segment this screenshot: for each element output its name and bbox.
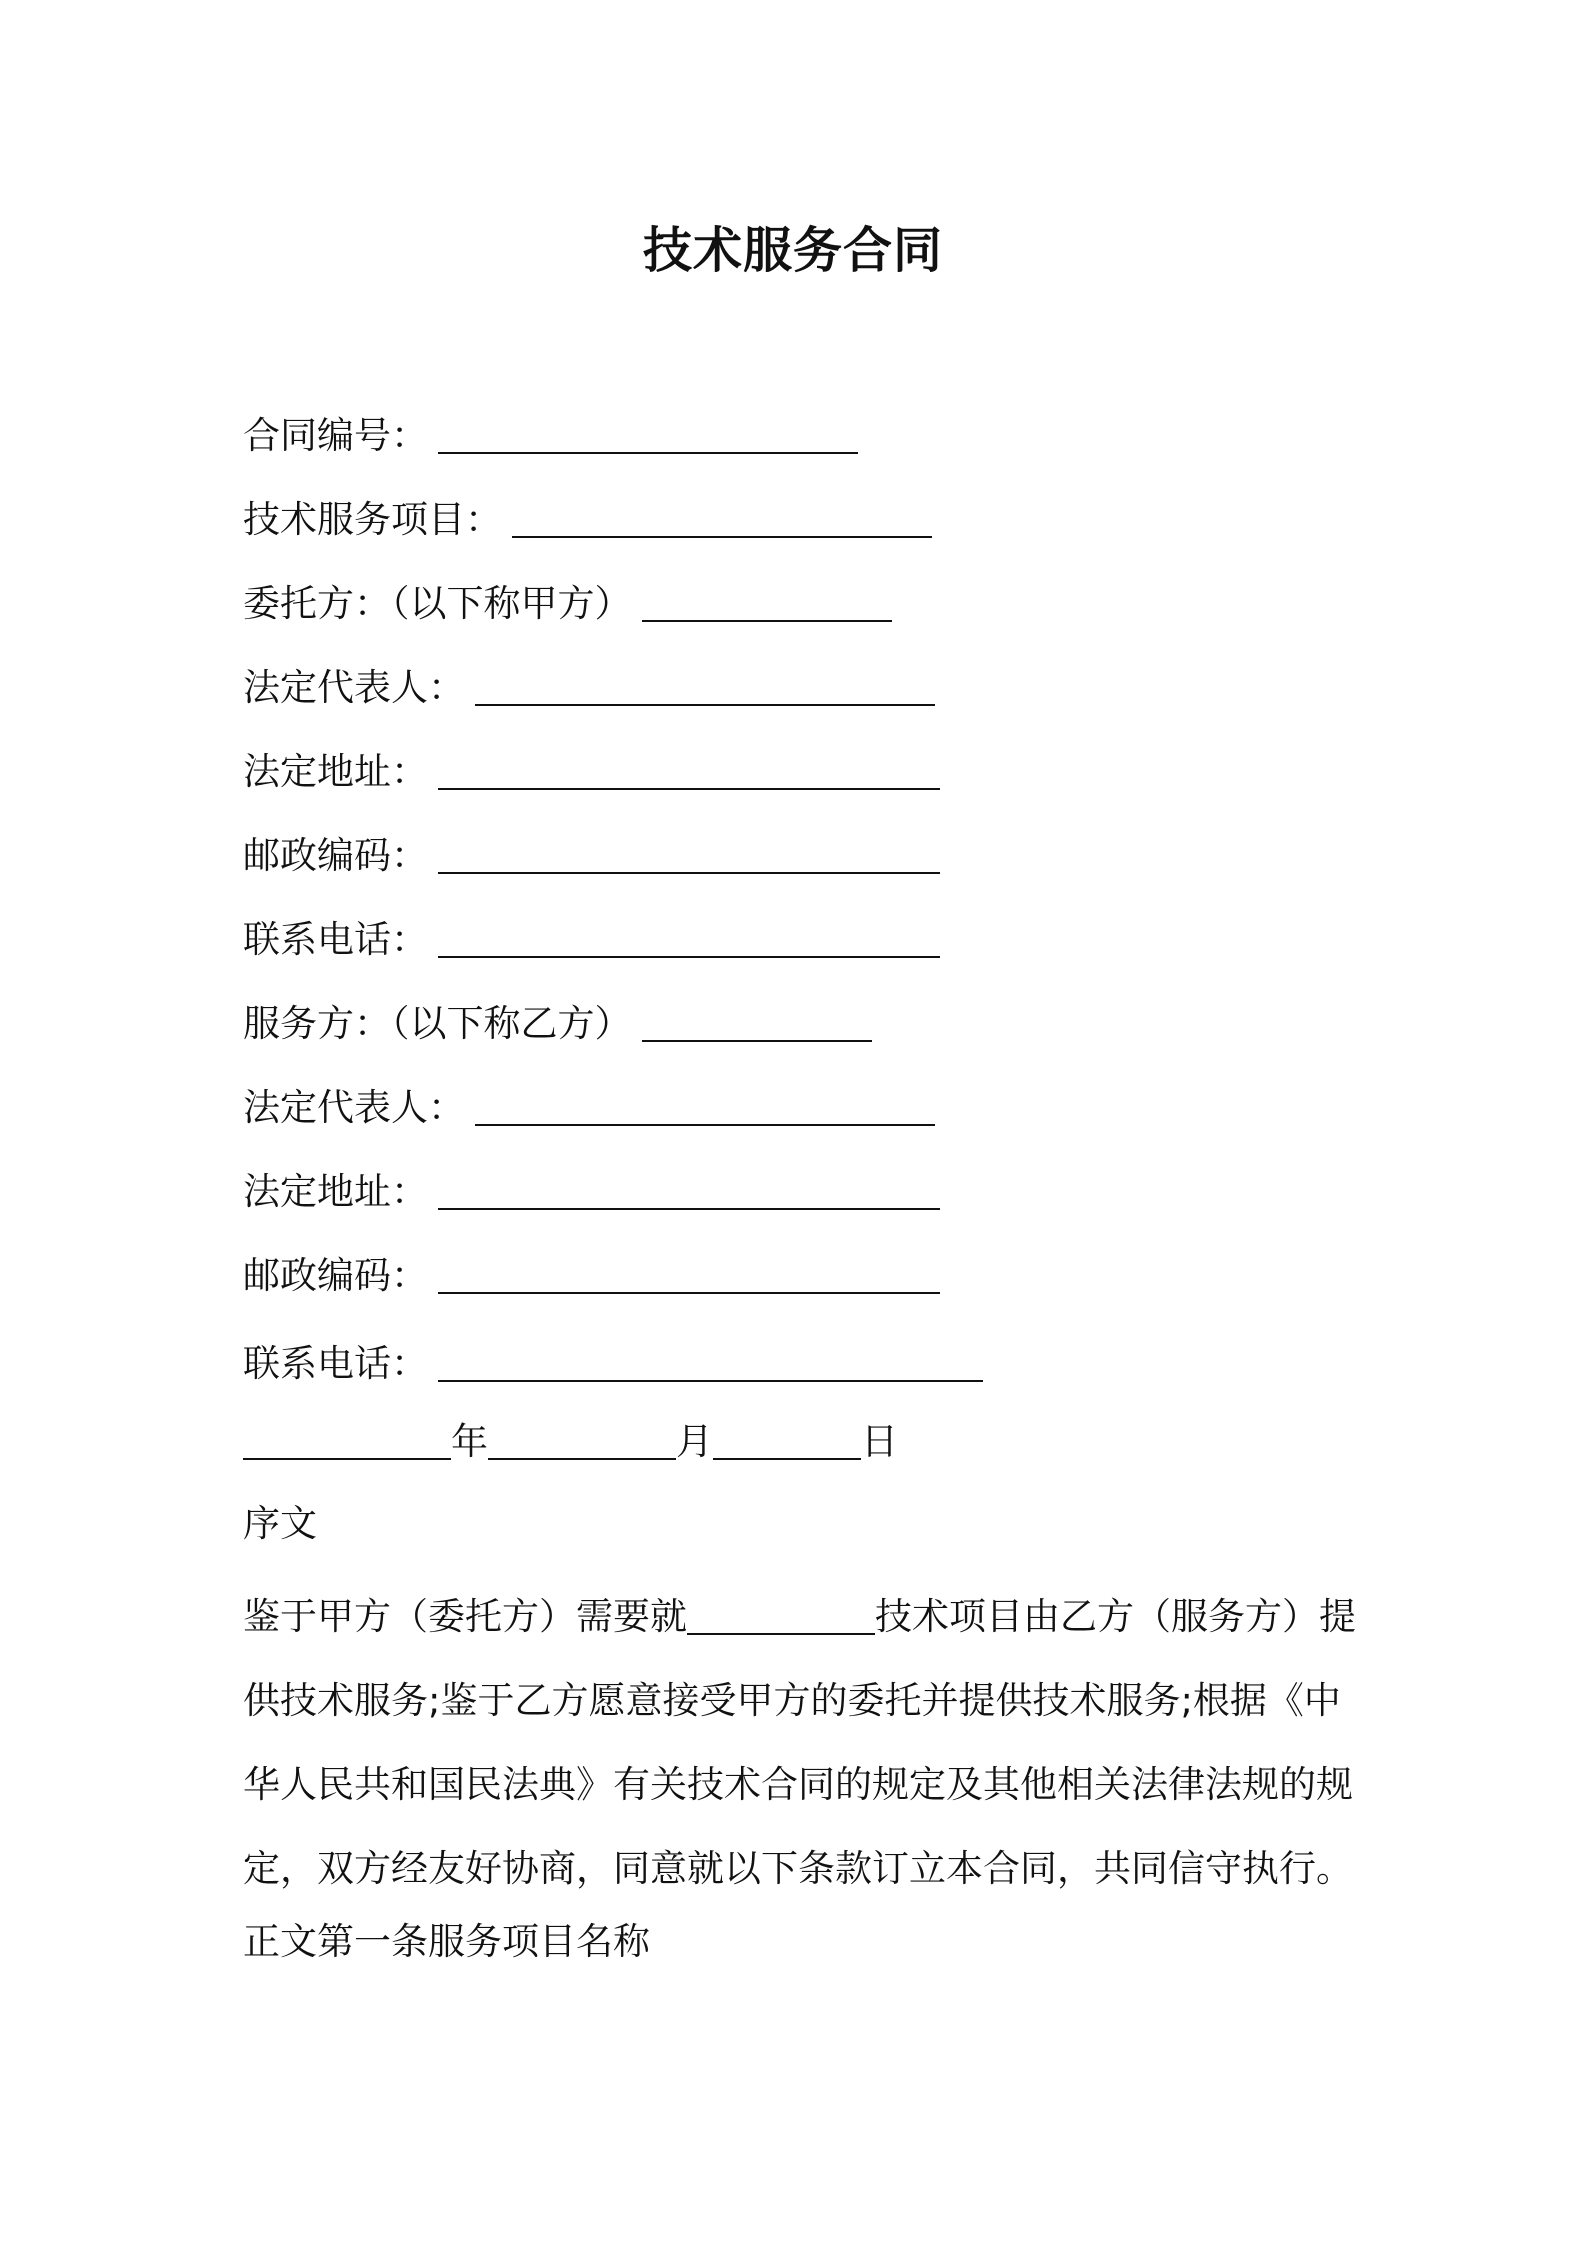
provider-postcode-line [243,1254,940,1298]
client-address-line [243,750,940,794]
preface-heading: 序文 [243,1502,317,1545]
client-phone-label: 联系电话： [243,918,428,961]
client-postcode-line [243,834,940,878]
provider-phone-line [243,1342,983,1386]
project-line [243,498,932,542]
client-phone-line [243,918,940,962]
year-blank[interactable] [243,1428,451,1460]
contract-number-blank[interactable] [438,422,858,454]
provider-address-label: 法定地址： [243,1170,428,1213]
article-1-heading: 正文第一条服务项目名称 [243,1920,650,1963]
contract-number-line [243,414,858,458]
provider-postcode-blank[interactable] [438,1262,940,1294]
provider-line [243,1002,872,1046]
preface-line-3: 华人民共和国民法典》有关技术合同的规定及其他相关法律法规的规 [243,1763,1353,1806]
contract-number-label: 合同编号： [243,414,428,457]
client-rep-label: 法定代表人： [243,666,465,709]
preface-line-1-start: 鉴于甲方（委托方）需要就 [243,1595,687,1638]
client-line [243,582,892,626]
preface-line-2: 供技术服务;鉴于乙方愿意接受甲方的委托并提供技术服务;根据《中 [243,1679,1341,1722]
day-blank[interactable] [713,1428,861,1460]
month-blank[interactable] [488,1428,676,1460]
provider-phone-label: 联系电话： [243,1342,428,1385]
project-name-blank[interactable] [687,1603,875,1635]
client-postcode-blank[interactable] [438,842,940,874]
client-blank[interactable] [642,590,892,622]
document-title: 技术服务合同 [642,222,943,279]
month-label: 月 [676,1420,713,1463]
client-rep-line [243,666,935,710]
project-label: 技术服务项目： [243,498,502,541]
client-rep-blank[interactable] [475,674,935,706]
provider-rep-label: 法定代表人： [243,1086,465,1129]
project-blank[interactable] [512,506,932,538]
client-address-label: 法定地址： [243,750,428,793]
provider-rep-line [243,1086,935,1130]
date-line [243,1420,898,1464]
provider-label: 服务方：（以下称乙方） [243,1002,632,1045]
provider-address-line [243,1170,940,1214]
provider-rep-blank[interactable] [475,1094,935,1126]
preface-line-4: 定，双方经友好协商，同意就以下条款订立本合同，共同信守执行。 [243,1847,1353,1890]
client-phone-blank[interactable] [438,926,940,958]
client-address-blank[interactable] [438,758,940,790]
year-label: 年 [451,1420,488,1463]
preface-line-1-end: 技术项目由乙方（服务方）提 [875,1595,1356,1638]
provider-address-blank[interactable] [438,1178,940,1210]
client-postcode-label: 邮政编码： [243,834,428,877]
preface-line-1 [243,1586,1356,1640]
provider-blank[interactable] [642,1010,872,1042]
provider-phone-blank[interactable] [438,1350,983,1382]
day-label: 日 [861,1420,898,1463]
client-label: 委托方：（以下称甲方） [243,582,632,625]
provider-postcode-label: 邮政编码： [243,1254,428,1297]
